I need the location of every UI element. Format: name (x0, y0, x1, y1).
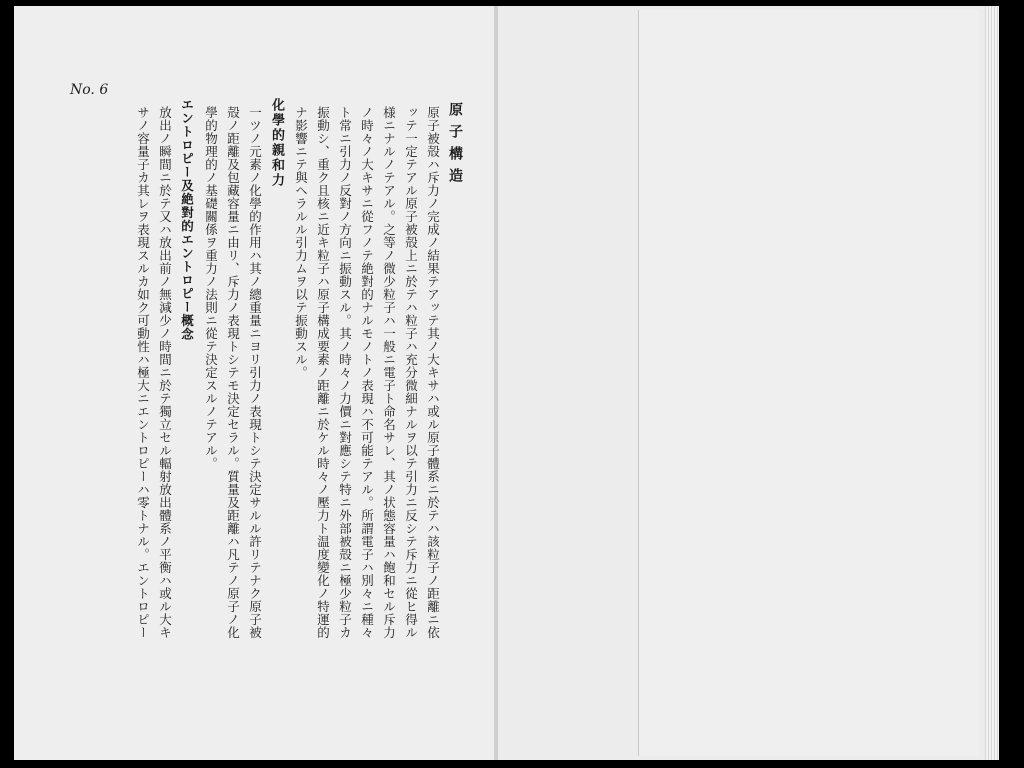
subheading-entropy: エントロピー及絶對的エントロピー概念 (179, 98, 195, 341)
right-page (498, 6, 999, 760)
left-page (14, 6, 494, 760)
body-line: ナ影響ニテ與ヘラルル引力ムヲ以テ振動スル。 (293, 106, 309, 379)
page-edges (985, 6, 999, 760)
section-heading: 原子構造 (447, 102, 463, 190)
body-line: 學的物理的ノ基礎關係ヲ重力ノ法則ニ從テ決定スルノテアル。 (203, 106, 219, 470)
subheading-chemical-affinity: 化學的親和力 (269, 98, 284, 188)
body-line: 一ツノ元素ノ化學的作用ハ其ノ總重量ニヨリ引力ノ表現トシテ決定サルル許リテナク原子被 (247, 106, 263, 639)
page-number: No. 6 (70, 82, 109, 98)
body-line: ッテ一定テアル原子被殻上ニ於テハ粒子ハ充分微細ナルヲ以テ引力ニ反シテ斥力ニ從ヒ得ル (403, 106, 419, 639)
body-line: ノ時々ノ大キサニ從フノテ絶對的ナルモノトノ表現ハ不可能テアル。所謂電子ハ別々ニ種々 (359, 106, 375, 639)
body-line: サノ容量子カ其レヲ表現スルカ如ク可動性ハ極大ニエントロピーハ零トナル。エントロピー (135, 106, 151, 639)
body-line: ト常ニ引力ノ反對ノ方向ニ振動スル。其ノ時々ノ力價ニ對應シテ特ニ外部被殻ニ極少粒子カ (337, 106, 353, 639)
body-line: 殻ノ距離及包藏容量ニ由リ、斥力ノ表現トシテモ決定セラル。質量及距離ハ凡テノ原子ノ化 (225, 106, 241, 639)
body-line: 振動シ、重ク且核ニ近キ粒子ハ原子構成要素ノ距離ニ於ケル時々ノ壓力ト温度變化ノ特運的 (315, 106, 331, 639)
body-line: 放出ノ瞬間ニ於テ又ハ放出前ノ無減少ノ時間ニ於テ獨立セル輻射放出體系ノ平衡ハ或ル大キ (157, 106, 173, 639)
book-spread (14, 6, 999, 760)
body-line: 原子被殻ハ斥力ノ完成ノ結果テアッテ其ノ大キサハ或ル原子體系ニ於テハ該粒子ノ距離ニ依 (425, 106, 441, 639)
body-line: 様ニナルノテアル。之等ノ微少粒子ハ一般ニ電子ト命名サレ、其ノ状態容量ハ飽和セル斥力 (381, 106, 397, 639)
blank-page-panel (638, 10, 979, 756)
